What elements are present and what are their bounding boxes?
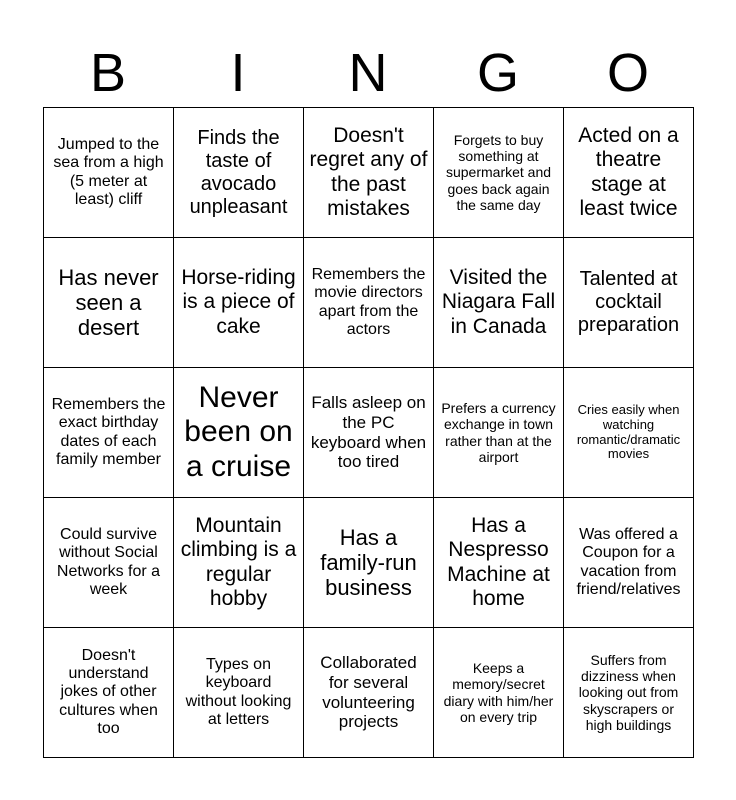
bingo-cell[interactable]: Could survive without Social Networks for a week <box>44 498 174 628</box>
grid-row <box>44 498 694 628</box>
bingo-cell[interactable]: Horse-riding is a piece of cake <box>174 238 304 368</box>
bingo-cell[interactable]: Has never seen a desert <box>44 238 174 368</box>
bingo-cell[interactable]: Keeps a memory/secret diary with him/her on every trip <box>434 628 564 758</box>
bingo-cell[interactable]: Mountain climbing is a regular hobby <box>174 498 304 628</box>
bingo-cell[interactable]: Never been on a cruise <box>174 368 304 498</box>
grid-row <box>44 108 694 238</box>
bingo-header <box>43 40 693 106</box>
header-letter-o: O <box>606 43 649 103</box>
bingo-cell[interactable]: Types on keyboard without looking at letters <box>174 628 304 758</box>
bingo-cell[interactable]: Prefers a currency exchange in town rather than at the airport <box>434 368 564 498</box>
bingo-cell[interactable]: Falls asleep on the PC keyboard when too tired <box>304 368 434 498</box>
bingo-cell[interactable]: Suffers from dizziness when looking out from skyscrapers or high buildings <box>564 628 694 758</box>
bingo-cell[interactable]: Has a Nespresso Machine at home <box>434 498 564 628</box>
bingo-cell[interactable]: Doesn't regret any of the past mistakes <box>304 108 434 238</box>
bingo-cell[interactable]: Cries easily when watching romantic/dramatic movies <box>564 368 694 498</box>
grid-row <box>44 238 694 368</box>
bingo-cell[interactable]: Visited the Niagara Fall in Canada <box>434 238 564 368</box>
bingo-cell[interactable]: Finds the taste of avocado unpleasant <box>174 108 304 238</box>
bingo-cell[interactable]: Remembers the exact birthday dates of each family member <box>44 368 174 498</box>
bingo-cell[interactable]: Remembers the movie directors apart from the actors <box>304 238 434 368</box>
header-letter-i: I <box>230 43 246 103</box>
bingo-cell[interactable]: Jumped to the sea from a high (5 meter at least) cliff <box>44 108 174 238</box>
header-letter-b: B <box>89 43 127 103</box>
bingo-cell[interactable]: Collaborated for several volunteering projects <box>304 628 434 758</box>
bingo-cell[interactable]: Has a family-run business <box>304 498 434 628</box>
bingo-grid <box>43 107 694 758</box>
bingo-cell[interactable]: Doesn't understand jokes of other cultures when too <box>44 628 174 758</box>
header-letter-g: G <box>476 43 519 103</box>
bingo-cell[interactable]: Talented at cocktail preparation <box>564 238 694 368</box>
header-letter-n: N <box>348 43 388 103</box>
bingo-cell[interactable]: Acted on a theatre stage at least twice <box>564 108 694 238</box>
bingo-cell[interactable]: Was offered a Coupon for a vacation from friend/relatives <box>564 498 694 628</box>
bingo-cell[interactable]: Forgets to buy something at supermarket and goes back again the same day <box>434 108 564 238</box>
grid-row <box>44 368 694 498</box>
grid-row <box>44 628 694 758</box>
